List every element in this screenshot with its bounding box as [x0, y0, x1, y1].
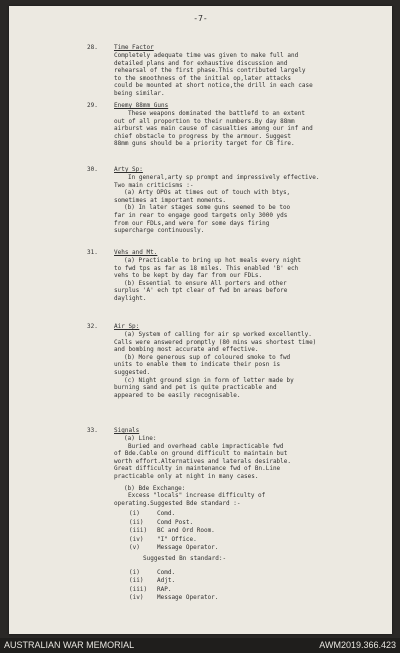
list-item-number: (v)	[129, 544, 140, 552]
text-line: far in rear to engage good targets only 3000 yds	[114, 212, 288, 219]
page-number: -7-	[193, 14, 208, 23]
text-line: Calls were answered promptly (80 mins was shortest time)	[114, 338, 317, 346]
footer-institution: AUSTRALIAN WAR MEMORIAL	[4, 640, 135, 650]
text-line: daylight.	[114, 295, 147, 302]
footer-reference: AWM2019.366.423	[319, 640, 396, 650]
text-line: These weapons dominated the battlefd to an extent	[128, 110, 306, 117]
text-line: Great difficulty in maintenance fwd of Bn.Line	[114, 465, 281, 473]
list-item-text: Message Operator.	[157, 594, 219, 602]
list-item-number: (iv)	[129, 594, 144, 602]
section-title: Signals	[114, 427, 140, 434]
bn-standard-heading: Suggested Bn standard:-	[143, 554, 227, 562]
section-number: 32.	[87, 323, 98, 330]
text-line: suggested.	[114, 369, 151, 376]
text-line: (b) In later stages some guns seemed to be too	[124, 204, 291, 212]
section-title: Vehs and Mt.	[114, 249, 158, 256]
list-item-number: (i)	[129, 510, 140, 518]
section-number: 31.	[87, 249, 98, 256]
list-item-text: BC and Ord Room.	[157, 527, 215, 535]
text-line: supercharge continuously.	[114, 227, 205, 235]
list-item-text: "I" Office.	[157, 535, 197, 543]
text-line: surplus 'A' ech tpt clear of fwd bn areas before	[114, 287, 288, 295]
text-line: (c) Night ground sign in form of letter made by	[124, 376, 294, 384]
text-line: airburst was main cause of casualties among our inf and	[114, 125, 313, 133]
text-line: out of all proportion to their numbers.By day 88mm	[114, 117, 295, 125]
text-line: In general,arty sp prompt and impressively effective.	[128, 174, 320, 181]
text-line: Excess "locals" increase difficulty of	[128, 492, 266, 500]
text-line: Completely adequate time was given to make full and	[114, 52, 299, 59]
text-line: Two main criticisms :-	[114, 181, 194, 189]
text-line: from our FDLs,and were for some days firing	[114, 219, 270, 227]
list-item-text: Comd Post.	[157, 518, 194, 526]
text-line: vehs to be kept by day far from our FDLs.	[114, 272, 263, 280]
text-line: appeared to be easily recognisable.	[114, 391, 241, 399]
list-item-number: (ii)	[129, 518, 144, 526]
list-item-number: (iii)	[129, 585, 148, 593]
text-line: 88mm guns should be a priority target for CB fire.	[114, 140, 295, 148]
text-line: of Bde.Cable on ground difficult to maintain but	[114, 450, 288, 458]
document-page	[9, 6, 392, 634]
list-item-text: Comd.	[157, 510, 176, 518]
text-line: practicable only at night in many cases.	[114, 473, 259, 480]
text-line: detailed plans and for exhaustive discussion and	[114, 59, 288, 67]
list-item-text: Message Operator.	[157, 544, 219, 552]
text-line: chief obstacle to progress by the armour. Suggest	[114, 132, 292, 140]
list-item-text: RAP.	[157, 585, 172, 593]
text-line: sometimes at important moments.	[114, 196, 226, 204]
list-item-text: Adjt.	[157, 577, 176, 585]
section-number: 33.	[87, 427, 98, 434]
section-title: Air Sp:	[114, 323, 140, 330]
text-line: (a) Arty OPOs at times out of touch with btys,	[124, 189, 291, 197]
list-item-number: (iv)	[129, 535, 144, 543]
text-line: could be mounted at short notice,the drill in each case	[114, 82, 313, 90]
list-item-number: (ii)	[129, 577, 144, 585]
section-title: Time Factor	[114, 44, 154, 51]
archive-footer	[0, 638, 400, 653]
text-line: (a) Line:	[124, 435, 157, 442]
text-line: (b) Essential to ensure All porters and other	[124, 279, 287, 287]
text-line: (a) Practicable to bring up hot meals every night	[124, 257, 302, 264]
text-line: (b) Bde Exchange:	[124, 484, 186, 492]
text-line: to fwd tps as far as 18 miles. This enabled 'B' ech	[114, 264, 299, 272]
list-item-text: Comd.	[157, 568, 176, 576]
text-line: to the smoothness of the initial op,later attacks	[114, 74, 292, 82]
text-line: and bombing most accurate and effective.	[114, 346, 259, 354]
section-title: Enemy 88mm Guns	[114, 102, 169, 109]
text-line: (a) System of calling for air sp worked excellently.	[124, 331, 312, 338]
text-line: worth effort.Alternatives and laterals desirable.	[114, 457, 292, 465]
document-body	[9, 6, 392, 634]
text-line: rehearsal of the first phase.This contributed largely	[114, 67, 306, 75]
text-line: units to enable them to indicate their posn is	[114, 361, 281, 369]
list-item-number: (iii)	[129, 527, 148, 535]
text-line: operating.Suggested Bde standard :-	[114, 499, 241, 507]
section-title: Arty Sp:	[114, 166, 143, 173]
section-number: 29.	[87, 102, 98, 109]
text-line: Buried and overhead cable impracticable fwd	[128, 442, 284, 450]
text-line: being similar.	[114, 90, 165, 97]
list-item-number: (i)	[129, 568, 140, 576]
section-number: 30.	[87, 166, 98, 173]
text-line: burning sand and pet is quite practicable and	[114, 384, 277, 392]
text-line: (b) More generous sup of coloured smoke to fwd	[124, 353, 291, 361]
section-number: 28.	[87, 44, 98, 51]
